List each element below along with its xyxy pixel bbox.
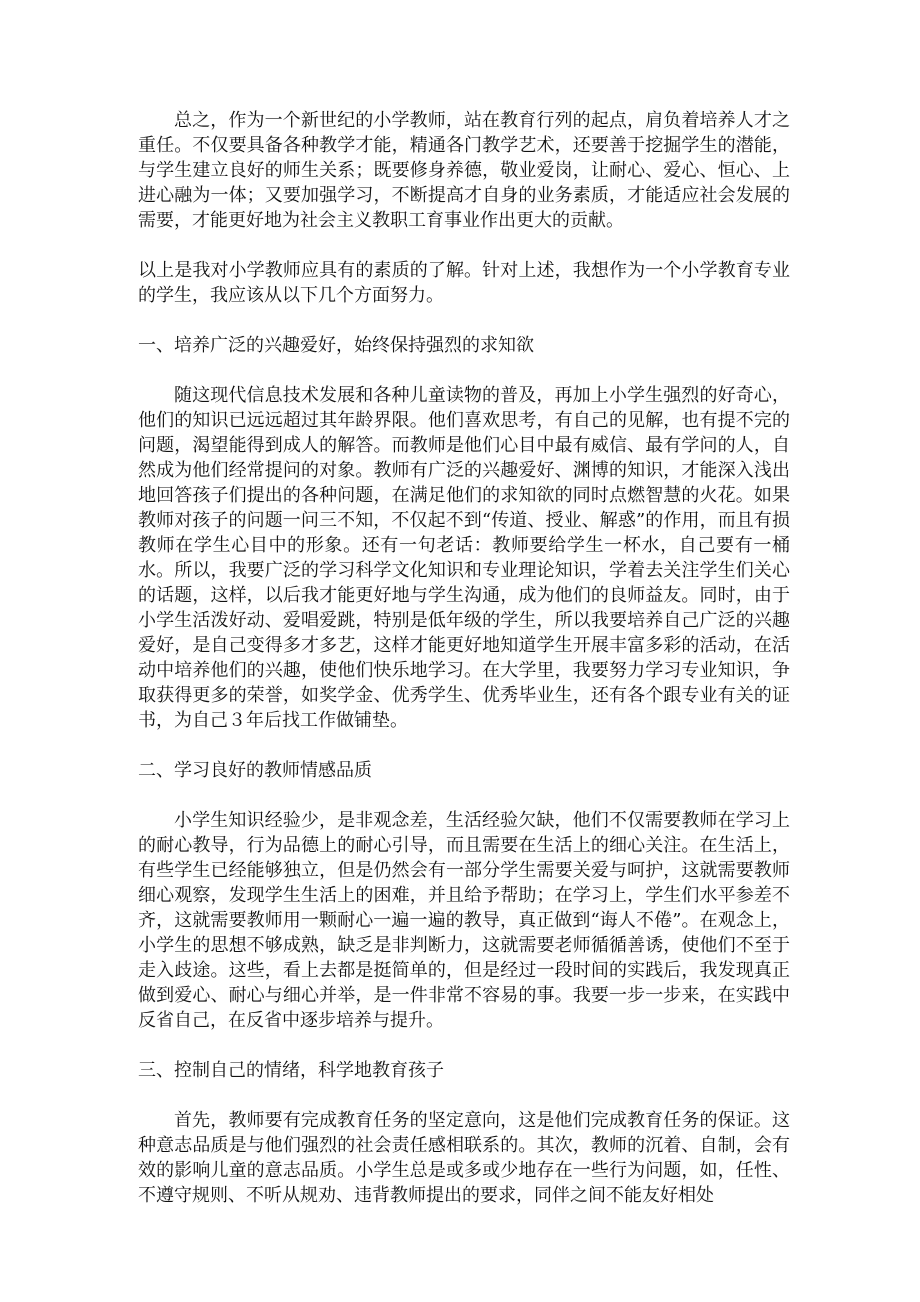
paragraph-intro: 以上是我对小学教师应具有的素质的了解。针对上述，我想作为一个小学教育专业的学生，我应该从以下几个方面努力。 <box>138 260 790 306</box>
paragraph-gap <box>138 1033 790 1058</box>
paragraph-gap <box>138 1083 790 1108</box>
paragraph-gap <box>138 783 790 808</box>
paragraph-section-3: 首先，教师要有完成教育任务的坚定意向，这是他们完成教育任务的保证。这种意志品质是与他们强烈的社会责任感相联系的。其次，教师的沉着、自制，会有效的影响儿童的意志品质。小学生总是或多或少地存在一些行为问题，如，任性、不遵守规则、不听从规劝、违背教师提出的要求，同伴之间不能友好相处 <box>138 1110 790 1206</box>
paragraph-gap <box>138 233 790 258</box>
paragraph-gap <box>138 733 790 758</box>
section-heading-1: 一、培养广泛的兴趣爱好，始终保持强烈的求知欲 <box>138 335 534 356</box>
section-heading-3: 三、控制自己的情绪，科学地教育孩子 <box>138 1060 444 1081</box>
paragraph-section-2: 小学生知识经验少，是非观念差，生活经验欠缺，他们不仅需要教师在学习上的耐心教导，行为品德上的耐心引导，而且需要在生活上的细心关注。在生活上，有些学生已经能够独立，但是仍然会有一部分学生需要关爱与呵护，这就需要教师细心观察，发现学生生活上的困难，并且给予帮助；在学习上，学生们水平参差不齐，这就需要教师用一颗耐心一遍一遍的教导，真正做到“诲人不倦”。在观念上，小学生的思想不够成熟，缺乏是非判断力，这就需要老师循循善诱，使他们不至于走入歧途。这些，看上去都是挺简单的，但是经过一段时间的实践后，我发现真正做到爱心、耐心与细心并举，是一件非常不容易的事。我要一步一步来，在实践中反省自己，在反省中逐步培养与提升。 <box>138 810 790 1031</box>
document-page <box>138 108 790 1208</box>
section-heading-2: 二、学习良好的教师情感品质 <box>138 760 372 781</box>
paragraph-gap <box>138 358 790 383</box>
paragraph-gap <box>138 308 790 333</box>
paragraph-conclusion: 总之，作为一个新世纪的小学教师，站在教育行列的起点，肩负着培养人才之重任。不仅要具备各种教学才能，精通各门教学艺术，还要善于挖掘学生的潜能，与学生建立良好的师生关系；既要修身养德，敬业爱岗，让耐心、爱心、恒心、上进心融为一体；又要加强学习，不断提高才自身的业务素质，才能适应社会发展的需要，才能更好地为社会主义教职工育事业作出更大的贡献。 <box>138 110 790 231</box>
paragraph-section-1: 随这现代信息技术发展和各种儿童读物的普及，再加上小学生强烈的好奇心，他们的知识已远远超过其年龄界限。他们喜欢思考，有自己的见解，也有提不完的问题，渴望能得到成人的解答。而教师是他们心目中最有威信、最有学问的人，自然成为他们经常提问的对象。教师有广泛的兴趣爱好、渊博的知识，才能深入浅出地回答孩子们提出的各种问题，在满足他们的求知欲的同时点燃智慧的火花。如果教师对孩子的问题一问三不知，不仅起不到“传道、授业、解惑”的作用，而且有损教师在学生心目中的形象。还有一句老话：教师要给学生一杯水，自己要有一桶水。所以，我要广泛的学习科学文化知识和专业理论知识，学着去关注学生们关心的话题，这样，以后我才能更好地与学生沟通，成为他们的良师益友。同时，由于小学生活泼好动、爱唱爱跳，特别是低年级的学生，所以我要培养自己广泛的兴趣爱好，是自己变得多才多艺，这样才能更好地知道学生开展丰富多彩的活动，在活动中培养他们的兴趣，使他们快乐地学习。在大学里，我要努力学习专业知识，争取获得更多的荣誉，如奖学金、优秀学生、优秀毕业生，还有各个跟专业有关的证书，为自己３年后找工作做铺垫。 <box>138 385 790 731</box>
